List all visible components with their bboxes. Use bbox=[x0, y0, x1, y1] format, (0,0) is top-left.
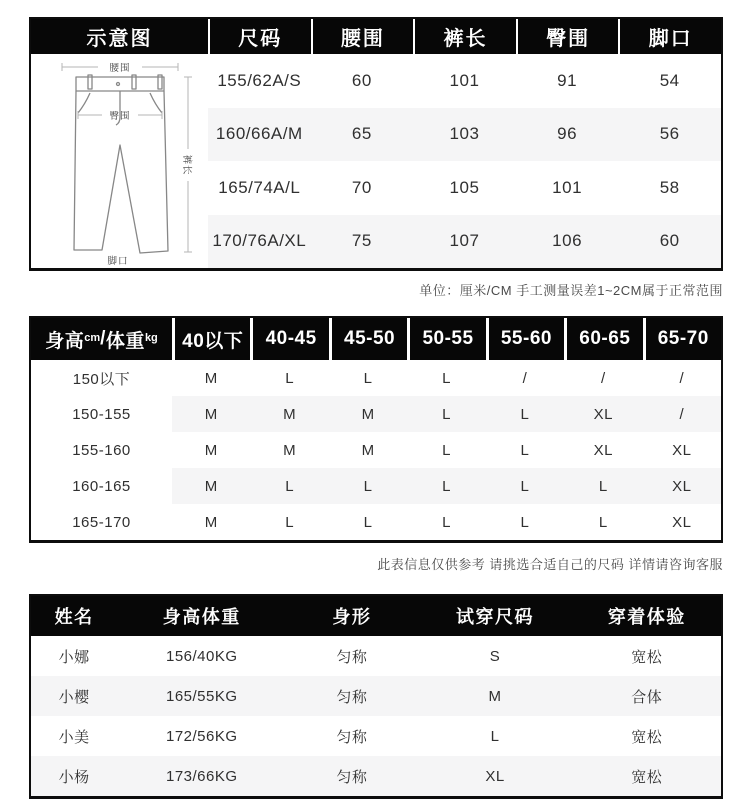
fit-feel-cell: 宽松 bbox=[631, 648, 663, 666]
height-range-cell: 165-170 bbox=[72, 513, 131, 531]
hem-cell: 54 bbox=[659, 70, 680, 90]
header-hip: 臀围 bbox=[516, 19, 619, 54]
fit-cell: L bbox=[442, 441, 451, 459]
size-spec-table bbox=[29, 17, 723, 271]
fit-cell: M bbox=[283, 441, 297, 459]
fit-cell: / bbox=[643, 396, 721, 432]
fit-cell: M bbox=[329, 396, 407, 432]
model-name-cell: 小樱 bbox=[31, 676, 117, 716]
fit-cell: M bbox=[204, 441, 218, 459]
weight-col-header: 60-65 bbox=[564, 318, 642, 360]
pants-schematic-icon bbox=[40, 57, 200, 265]
model-stats-cell: 165/55KG bbox=[117, 676, 286, 716]
fit-cell: / bbox=[601, 369, 606, 387]
fit-cell: XL bbox=[672, 441, 692, 459]
weight-col-header: 40-45 bbox=[250, 318, 328, 360]
header-fit-feel: 穿着体验 bbox=[573, 596, 721, 636]
fit-cell: L bbox=[250, 468, 328, 504]
fit-cell: M bbox=[204, 513, 218, 531]
height-range-cell: 150-155 bbox=[72, 405, 131, 423]
body-shape-cell: 匀称 bbox=[336, 648, 368, 666]
height-label: 身高 bbox=[45, 330, 85, 352]
tryon-size-cell: XL bbox=[417, 756, 572, 796]
fit-cell: L bbox=[363, 513, 373, 531]
diagram-hem-label: 脚口 bbox=[106, 256, 129, 265]
header-length: 裤长 bbox=[413, 19, 516, 54]
hem-cell: 56 bbox=[618, 108, 721, 162]
fit-cell: L bbox=[564, 468, 642, 504]
fit-matrix-table bbox=[29, 316, 723, 543]
fit-cell: L bbox=[285, 513, 295, 531]
fit-cell: L bbox=[285, 369, 295, 387]
pants-diagram bbox=[31, 54, 208, 268]
model-stats-cell: 156/40KG bbox=[165, 647, 238, 665]
header-waist: 腰围 bbox=[311, 19, 414, 54]
model-name-cell: 小杨 bbox=[31, 756, 117, 796]
tryon-size-cell: S bbox=[489, 647, 501, 665]
fit-cell: L bbox=[442, 513, 451, 531]
fit-cell: L bbox=[520, 513, 530, 531]
hip-cell: 91 bbox=[557, 70, 578, 90]
header-body-shape: 身形 bbox=[286, 596, 417, 636]
model-stats-cell: 173/66KG bbox=[117, 756, 286, 796]
height-unit: cm bbox=[84, 332, 101, 344]
model-stats-cell: 172/56KG bbox=[165, 727, 238, 745]
fit-cell: L bbox=[329, 468, 407, 504]
fit-advice-note: 此表信息仅供参考 请挑选合适自己的尺码 详情请咨询客服 bbox=[377, 557, 723, 572]
header-size: 尺码 bbox=[208, 19, 311, 54]
height-range-cell: 155-160 bbox=[72, 441, 131, 459]
fit-cell: XL bbox=[564, 396, 642, 432]
size-cell: 170/76A/XL bbox=[208, 215, 311, 269]
fit-cell: XL bbox=[672, 513, 692, 531]
tryon-size-cell: M bbox=[417, 676, 572, 716]
fit-cell: M bbox=[172, 468, 250, 504]
header-height-weight: 身高体重 bbox=[117, 596, 286, 636]
fit-cell: M bbox=[250, 396, 328, 432]
size-cell: 155/62A/S bbox=[217, 70, 302, 90]
fit-cell: L bbox=[363, 369, 373, 387]
header-tryon-size: 试穿尺码 bbox=[417, 596, 572, 636]
measurement-note: 单位：厘米/CM 手工测量误差1~2CM属于正常范围 bbox=[419, 283, 723, 298]
length-cell: 101 bbox=[449, 70, 480, 90]
slash: / bbox=[100, 328, 106, 349]
fit-cell: L bbox=[520, 441, 530, 459]
height-range-cell: 150以下 bbox=[72, 370, 131, 388]
tryon-size-cell: L bbox=[490, 727, 500, 745]
waist-cell: 70 bbox=[351, 177, 372, 197]
fit-feel-cell: 合体 bbox=[573, 676, 721, 716]
body-shape-cell: 匀称 bbox=[286, 756, 417, 796]
hip-cell: 106 bbox=[516, 215, 619, 269]
fit-cell: L bbox=[486, 468, 564, 504]
body-shape-cell: 匀称 bbox=[336, 728, 368, 746]
height-range-cell: 160-165 bbox=[72, 477, 131, 495]
diagram-waist-label: 腰围 bbox=[108, 63, 131, 74]
size-cell: 160/66A/M bbox=[208, 108, 311, 162]
waist-cell: 75 bbox=[311, 215, 414, 269]
weight-label: 体重 bbox=[105, 330, 145, 352]
weight-col-header: 50-55 bbox=[407, 318, 485, 360]
header-height-weight bbox=[31, 318, 172, 360]
hem-cell: 58 bbox=[659, 177, 680, 197]
fit-feel-cell: 宽松 bbox=[573, 756, 721, 796]
body-shape-cell: 匀称 bbox=[286, 676, 417, 716]
model-name-cell: 小美 bbox=[58, 728, 90, 746]
size-cell: 165/74A/L bbox=[218, 177, 301, 197]
header-schematic: 示意图 bbox=[31, 19, 208, 54]
header-hem: 脚口 bbox=[618, 19, 721, 54]
fit-cell: M bbox=[204, 369, 218, 387]
tryon-report-table bbox=[29, 594, 723, 799]
fit-cell: M bbox=[172, 396, 250, 432]
header-name: 姓名 bbox=[31, 596, 117, 636]
weight-col-header: 55-60 bbox=[486, 318, 564, 360]
model-name-cell: 小娜 bbox=[58, 648, 90, 666]
fit-cell: L bbox=[598, 513, 608, 531]
diagram-length-label: 裤长 bbox=[180, 154, 192, 176]
diagram-hip-label: 臀围 bbox=[108, 111, 131, 122]
fit-cell: M bbox=[361, 441, 375, 459]
weight-col-header: 40以下 bbox=[172, 318, 250, 360]
fit-cell: XL bbox=[643, 468, 721, 504]
fit-feel-cell: 宽松 bbox=[631, 728, 663, 746]
fit-cell: L bbox=[407, 468, 485, 504]
fit-cell: L bbox=[442, 369, 451, 387]
length-cell: 103 bbox=[413, 108, 516, 162]
hip-cell: 96 bbox=[516, 108, 619, 162]
weight-col-header: 45-50 bbox=[329, 318, 407, 360]
fit-cell: XL bbox=[593, 441, 614, 459]
fit-cell: L bbox=[486, 396, 564, 432]
waist-cell: 60 bbox=[351, 70, 372, 90]
waist-cell: 65 bbox=[311, 108, 414, 162]
fit-cell: / bbox=[522, 369, 528, 387]
length-cell: 105 bbox=[449, 177, 480, 197]
fit-cell: / bbox=[679, 369, 685, 387]
length-cell: 107 bbox=[413, 215, 516, 269]
weight-col-header: 65-70 bbox=[643, 318, 721, 360]
hip-cell: 101 bbox=[552, 177, 583, 197]
hem-cell: 60 bbox=[618, 215, 721, 269]
fit-cell: L bbox=[407, 396, 485, 432]
weight-unit: kg bbox=[144, 332, 158, 344]
